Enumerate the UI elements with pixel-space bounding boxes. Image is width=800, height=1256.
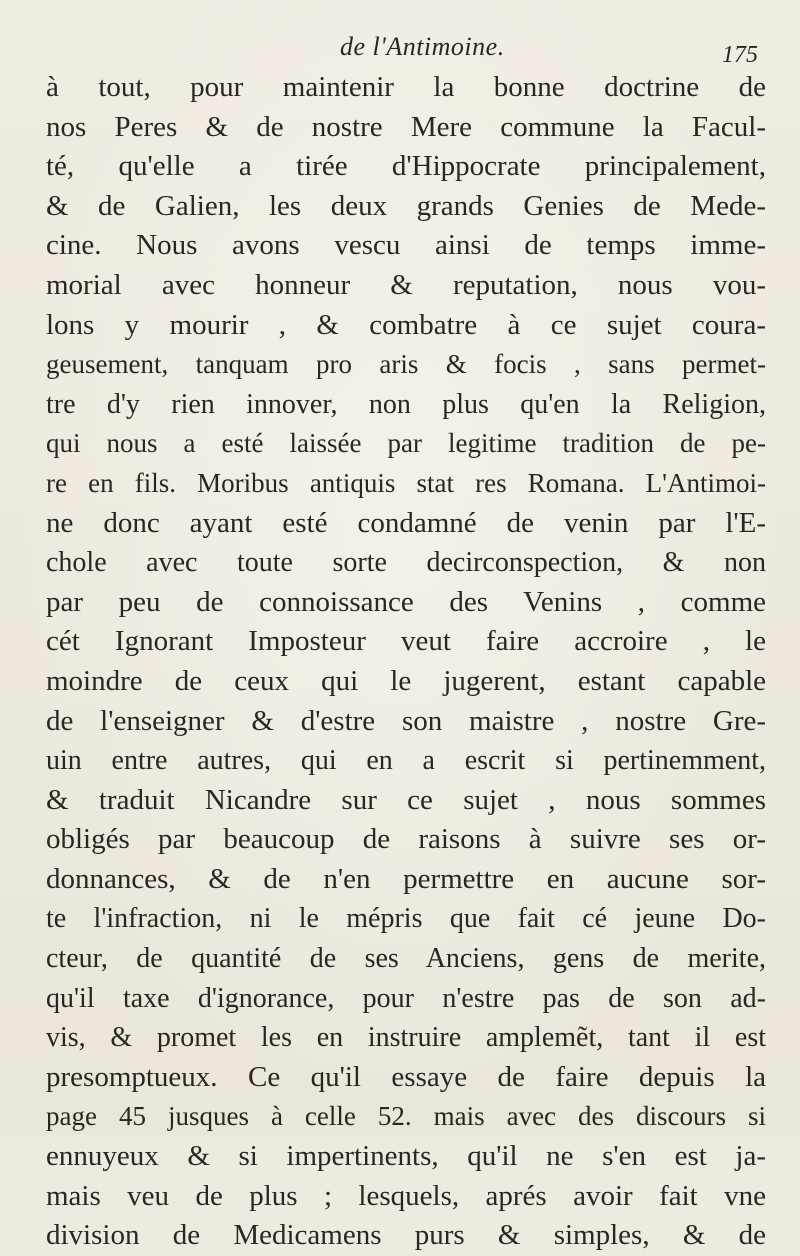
text-line: morial avec honneur & reputation, nous vou- xyxy=(46,268,766,301)
text-line: uin entre autres, qui en a escrit si pertinemment, xyxy=(46,745,766,777)
text-line: lons y mourir , & combatre à ce sujet coura- xyxy=(46,308,766,341)
text-line: par peu de connoissance des Venins , comme xyxy=(46,585,766,618)
text-line: & de Galien, les deux grands Genies de Mede- xyxy=(46,189,766,222)
text-line: cteur, de quantité de ses Anciens, gens de merite, xyxy=(46,943,766,975)
text-line: re en fils. Moribus antiquis stat res Romana. L'Antimoi- xyxy=(46,467,766,498)
running-title: de l'Antimoine. xyxy=(340,32,505,61)
running-head xyxy=(0,28,800,68)
text-line: geusement, tanquam pro aris & focis , sans permet- xyxy=(46,349,766,380)
text-line: vis, & promet les en instruire amplemẽt, tant il est xyxy=(46,1022,766,1054)
text-line: chole avec toute sorte decirconspection, & non xyxy=(46,547,766,579)
text-line: à tout, pour maintenir la bonne doctrine de xyxy=(46,71,766,103)
text-line: ennuyeux & si impertinents, qu'il ne s'en est ja- xyxy=(46,1140,766,1173)
text-line: ne donc ayant esté condamné de venin par l'E- xyxy=(46,506,766,539)
text-line: cét Ignorant Imposteur veut faire accroire , le xyxy=(46,625,766,658)
text-line: cine. Nous avons vescu ainsi de temps imme- xyxy=(46,229,766,262)
text-line: te l'infraction, ni le mépris que fait cé jeune Do- xyxy=(46,903,766,935)
text-line: tre d'y rien innover, non plus qu'en la Religion, xyxy=(46,388,766,420)
text-line: donnances, & de n'en permettre en aucune sor- xyxy=(46,862,766,895)
text-line: presomptueux. Ce qu'il essaye de faire depuis la xyxy=(46,1060,766,1093)
text-line: té, qu'elle a tirée d'Hippocrate principalement, xyxy=(46,150,766,183)
body-text xyxy=(46,68,766,1256)
text-line: mais veu de plus ; lesquels, aprés avoir fait vne xyxy=(46,1179,766,1212)
text-line: nos Peres & de nostre Mere commune la Facul- xyxy=(46,110,766,143)
text-line: moindre de ceux qui le jugerent, estant capable xyxy=(46,664,766,697)
text-line: obligés par beaucoup de raisons à suivre ses or- xyxy=(46,823,766,856)
text-line: de l'enseigner & d'estre son maistre , nostre Gre- xyxy=(46,704,766,737)
text-line: qu'il taxe d'ignorance, pour n'estre pas de son ad- xyxy=(46,982,766,1014)
text-line: page 45 jusques à celle 52. mais avec des discours si xyxy=(46,1101,766,1132)
text-line: division de Medicamens purs & simples, & de xyxy=(46,1219,766,1252)
text-line: & traduit Nicandre sur ce sujet , nous sommes xyxy=(46,783,766,816)
text-line: qui nous a esté laissée par legitime tradition de pe- xyxy=(46,428,766,459)
page-number: 175 xyxy=(722,42,758,68)
